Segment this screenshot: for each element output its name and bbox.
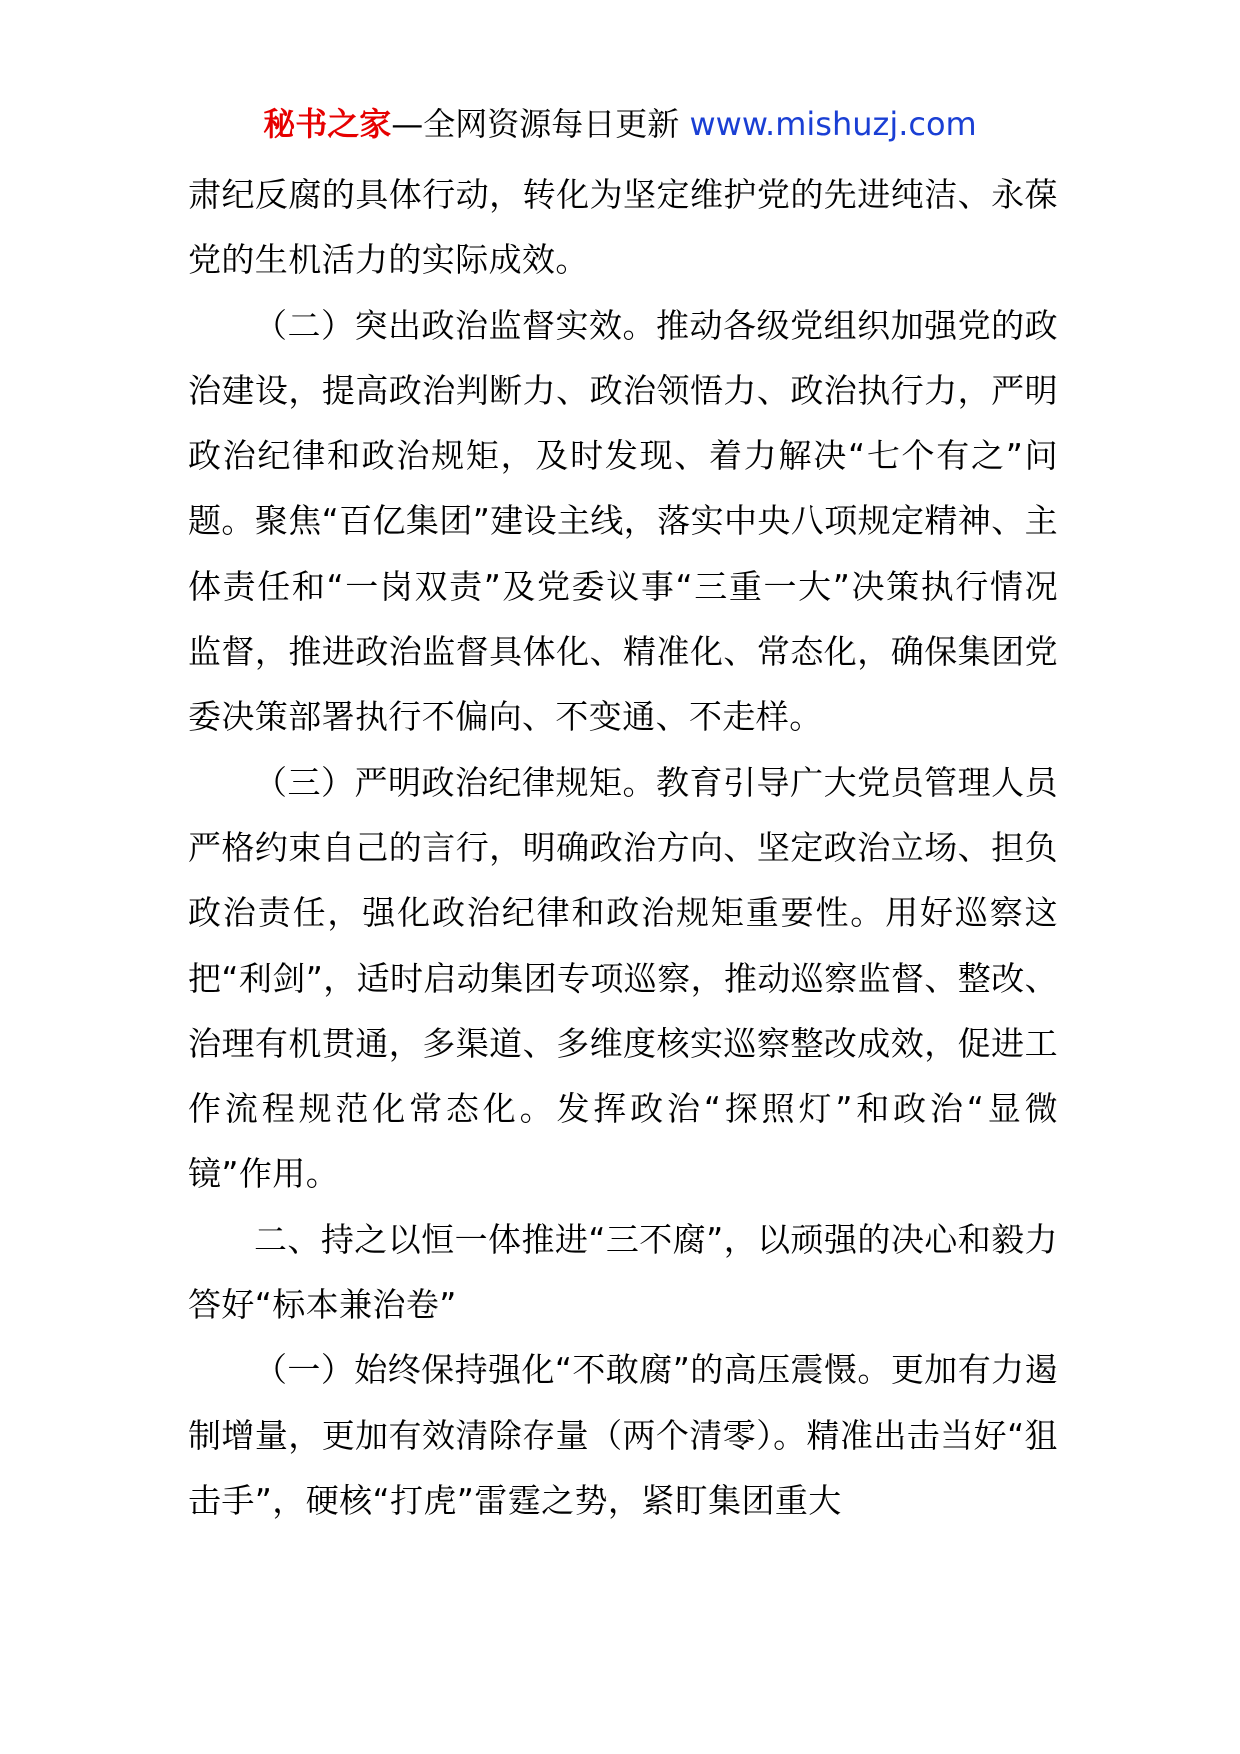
site-header [0, 98, 1240, 150]
paragraph-political-discipline: （三）严明政治纪律规矩。教育引导广大党员管理人员严格约束自己的言行，明确政治方向、坚定政治立场、担负政治责任，强化政治纪律和政治规矩重要性。用好巡察这把“利剑”，适时启动集团专项巡察，推动巡察监督、整改、治理有机贯通，多渠道、多维度核实巡察整改成效，促进工作流程规范化常态化。发挥政治“探照灯”和政治“显微镜”作用。 [188, 762, 1058, 1194]
site-brand: 秘书之家 [263, 105, 392, 143]
section-heading-two: 二、持之以恒一体推进“三不腐”，以顽强的决心和毅力答好“标本兼治卷” [188, 1219, 1058, 1325]
paragraph-political-supervision: （二）突出政治监督实效。推动各级党组织加强党的政治建设，提高政治判断力、政治领悟力、政治执行力，严明政治纪律和政治规矩，及时发现、着力解决“七个有之”问题。聚焦“百亿集团”建设主线，落实中央八项规定精神、主体责任和“一岗双责”及党委议事“三重一大”决策执行情况监督，推进政治监督具体化、精准化、常态化，确保集团党委决策部署执行不偏向、不变通、不走样。 [188, 305, 1058, 737]
paragraph-continuation: 肃纪反腐的具体行动，转化为坚定维护党的先进纯洁、永葆党的生机活力的实际成效。 [188, 175, 1058, 280]
site-url-link[interactable]: www.mishuzj.com [689, 105, 977, 143]
site-tagline: —全网资源每日更新 [391, 105, 690, 143]
paragraph-high-pressure-deterrence: （一）始终保持强化“不敢腐”的高压震慑。更加有力遏制增量，更加有效清除存量（两个清零）。精准出击当好“狙击手”，硬核“打虎”雷霆之势，紧盯集团重大 [188, 1350, 1058, 1520]
document-body [188, 162, 1058, 1533]
